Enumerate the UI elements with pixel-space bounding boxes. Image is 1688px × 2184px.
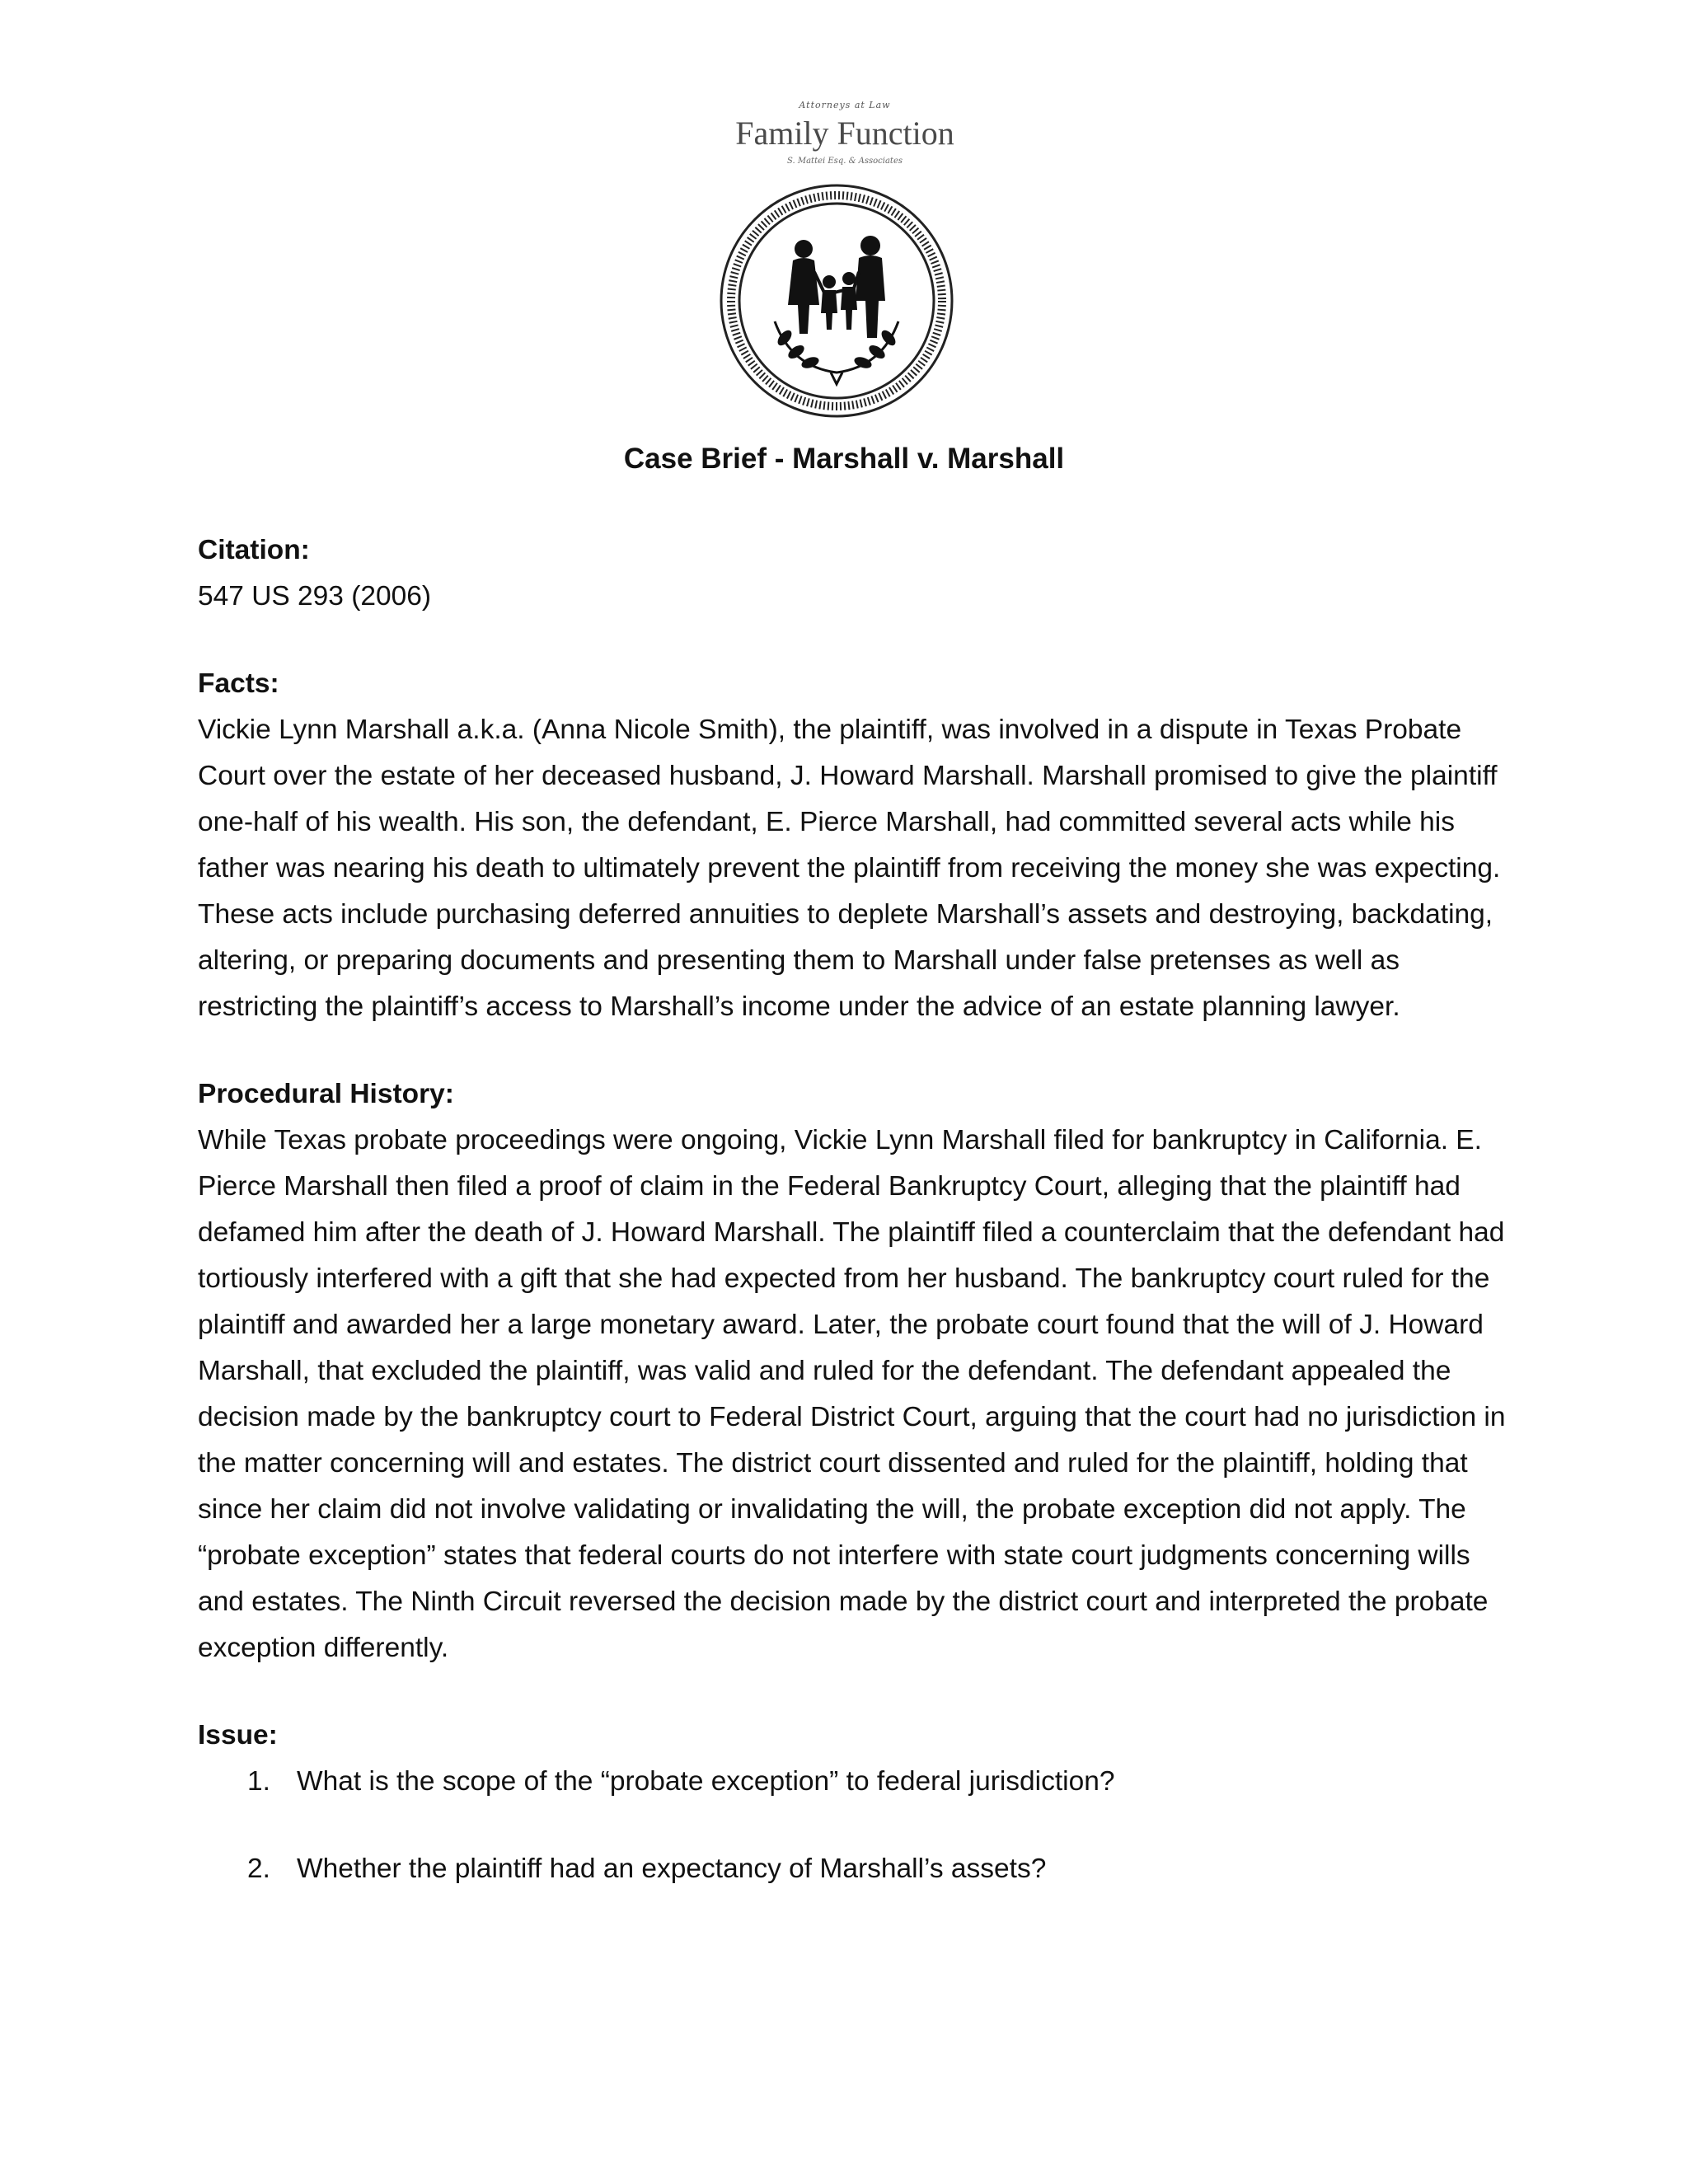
issue-number: 2. — [247, 1854, 270, 1884]
issue-item — [198, 1846, 1517, 1892]
issue-heading: Issue: — [198, 1720, 278, 1750]
document-body — [198, 527, 1517, 1892]
procedural-history-heading: Procedural History: — [198, 1079, 454, 1109]
citation-text: 547 US 293 (2006) — [198, 581, 432, 612]
family-seal-icon — [717, 181, 956, 420]
facts-heading: Facts: — [198, 668, 279, 699]
issue-section — [198, 1713, 1517, 1892]
issue-text: What is the scope of the “probate exception” to federal jurisdiction? — [297, 1766, 1115, 1797]
facts-section — [198, 661, 1517, 1030]
procedural-history-section — [198, 1071, 1517, 1671]
procedural-history-text: While Texas probate proceedings were ongoing, Vickie Lynn Marshall filed for bankruptcy in California. E. Pierce Marshall then filed a proof of claim in the Federal Bankruptcy Court, alleging that the plaintiff had defamed him after the death of J. Howard Marshall. The plaintiff filed a counterclaim that the defendant had tortiously interfered with a gift that she had expected from her husband. The bankruptcy court ruled for the plaintiff and awarded her a large monetary award. Later, the probate court found that the will of J. Howard Marshall, that excluded the plaintiff, was valid and ruled for the defendant. The defendant appealed the decision made by the bankruptcy court to Federal District Court, arguing that the court had no jurisdiction in the matter concerning will and estates. The district court dissented and ruled for the plaintiff, holding that since her claim did not involve validating or invalidating the will, the probate exception did not apply. The “probate exception” states that federal courts do not interfere with state court judgments concerning wills and estates. The Ninth Circuit reversed the decision made by the district court and interpreted the probate exception differently. — [198, 1125, 1506, 1663]
logo-subtitle: S. Mattei Esq. & Associates — [787, 157, 903, 166]
document-title: Case Brief - Marshall v. Marshall — [623, 443, 1065, 475]
facts-text: Vickie Lynn Marshall a.k.a. (Anna Nicole Smith), the plaintiff, was involved in a dispute in Texas Probate Court over the estate of her deceased husband, J. Howard Marshall. Marshall promised to give the plaintiff one-half of his wealth. His son, the defendant, E. Pierce Marshall, had committed several acts while his father was nearing his death to ultimately prevent the plaintiff from receiving the money she was expecting. These acts include purchasing deferred annuities to deplete Marshall’s assets and destroying, backdating, altering, or preparing documents and presenting them to Marshall under false pretenses as well as restricting the plaintiff’s access to Marshall’s income under the advice of an estate planning lawyer. — [198, 715, 1501, 1022]
logo-tagline: Attorneys at Law — [799, 100, 891, 110]
logo-firm-name: Family Function — [735, 115, 954, 152]
issue-list — [198, 1759, 1517, 1892]
issue-item — [198, 1759, 1517, 1805]
citation-section — [198, 527, 1517, 620]
firm-logo — [684, 99, 1006, 168]
issue-text: Whether the plaintiff had an expectancy of Marshall’s assets? — [297, 1854, 1047, 1884]
citation-heading: Citation: — [198, 535, 310, 565]
issue-number: 1. — [247, 1766, 270, 1797]
